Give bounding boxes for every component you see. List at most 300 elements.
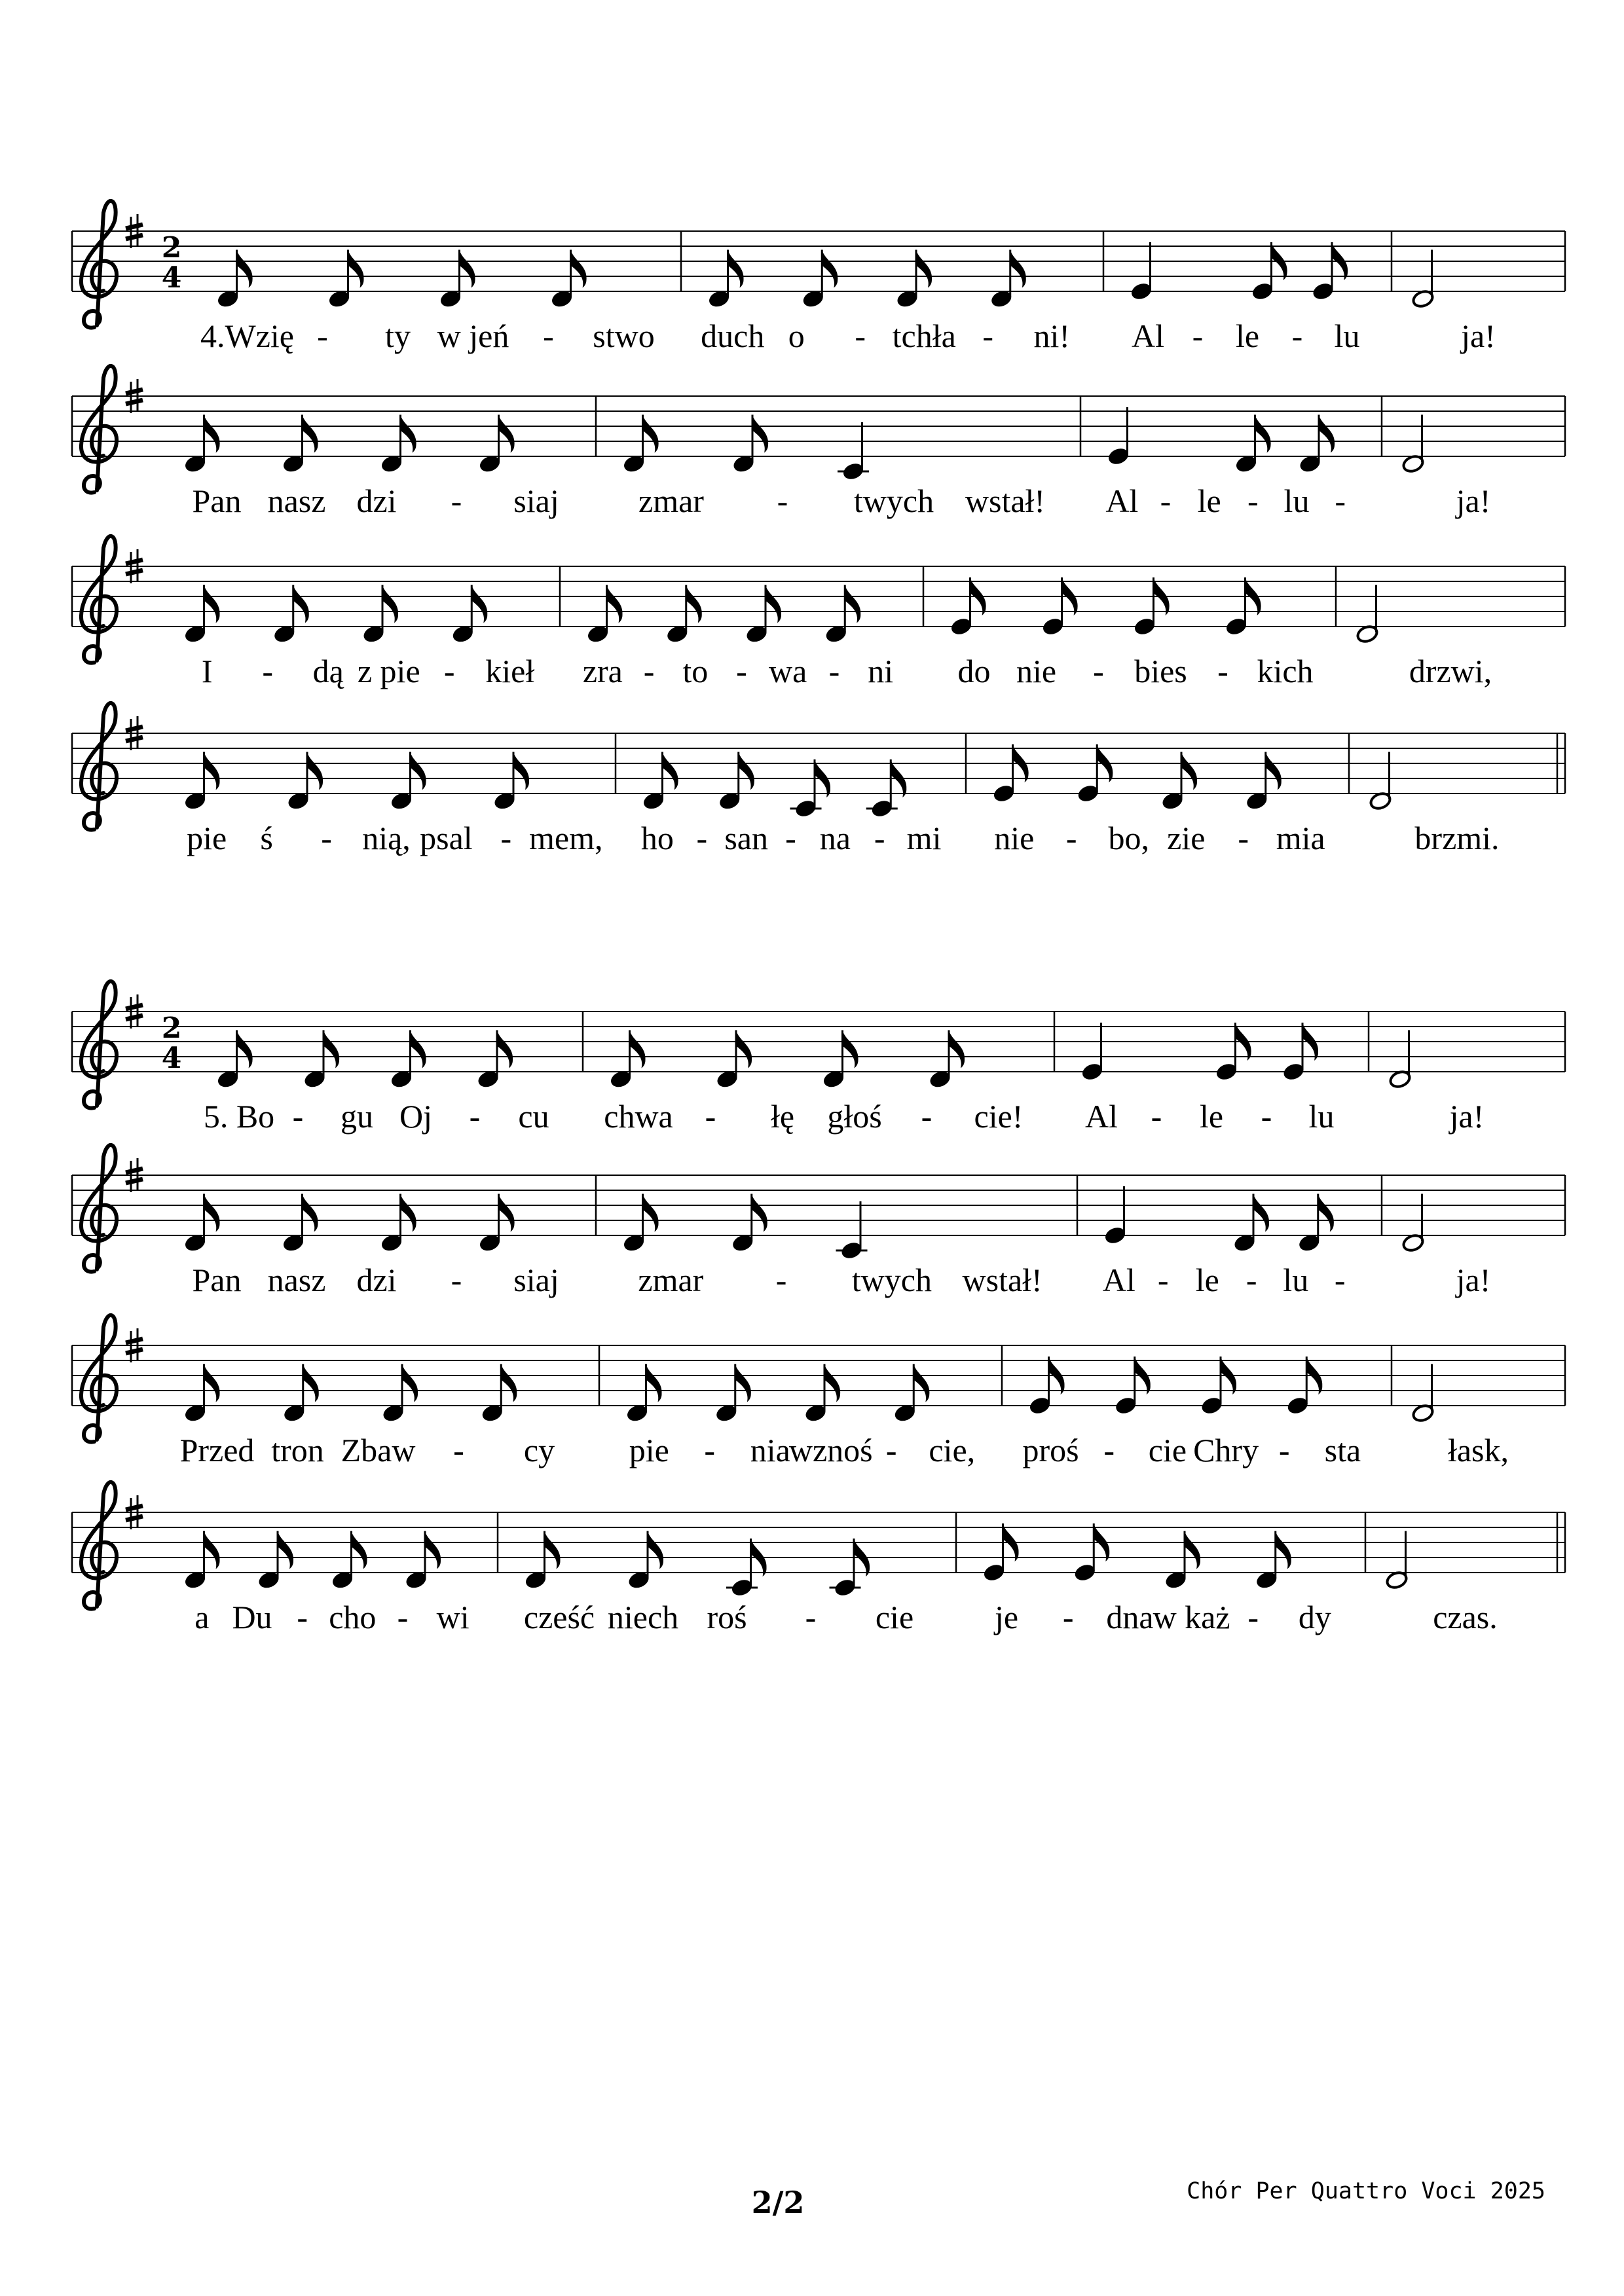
measure bbox=[950, 577, 1313, 689]
lyric-hyphen: - bbox=[292, 1098, 304, 1135]
eighth-flag-icon bbox=[303, 415, 318, 453]
staff-system bbox=[72, 981, 1565, 1135]
sharp-bar bbox=[126, 390, 143, 393]
sharp-bar bbox=[126, 1169, 143, 1173]
lyric-hyphen: - bbox=[397, 1599, 409, 1635]
lyric-syllable: 5. Bo bbox=[203, 1098, 275, 1135]
note bbox=[824, 585, 860, 644]
eighth-flag-icon bbox=[204, 752, 220, 790]
lyric-hyphen: - bbox=[1192, 318, 1204, 354]
eighth-flag-icon bbox=[411, 1030, 426, 1068]
lyric-syllable: Al bbox=[1105, 483, 1139, 519]
lyric-syllable: cie bbox=[1148, 1432, 1187, 1468]
lyric-hyphen: - bbox=[643, 653, 655, 689]
note bbox=[493, 752, 529, 811]
lyric-syllable: tchła bbox=[892, 318, 956, 354]
note bbox=[1369, 752, 1392, 811]
lyric-syllable: ja! bbox=[1456, 483, 1491, 519]
measure bbox=[1356, 585, 1492, 690]
note bbox=[1215, 1023, 1251, 1082]
note bbox=[282, 1194, 318, 1253]
eighth-flag-icon bbox=[735, 1364, 751, 1402]
note bbox=[183, 415, 219, 474]
treble-clef-icon bbox=[81, 201, 117, 328]
lyric-syllable: lu bbox=[1283, 483, 1310, 519]
lyric-syllable: Zbaw bbox=[341, 1432, 416, 1468]
eighth-flag-icon bbox=[1181, 752, 1197, 790]
lyric-hyphen: - bbox=[1103, 1432, 1115, 1468]
lyric-syllable: mi bbox=[906, 820, 942, 856]
measure bbox=[524, 1531, 913, 1636]
lyric-syllable: ni! bbox=[1033, 318, 1071, 354]
note bbox=[732, 415, 768, 474]
lyric-syllable: głoś bbox=[827, 1098, 882, 1135]
lyric-syllable: pie bbox=[629, 1432, 669, 1468]
lyric-syllable: le bbox=[1199, 1098, 1224, 1135]
lyric-syllable: Al bbox=[1102, 1262, 1135, 1298]
note bbox=[992, 744, 1028, 803]
measure bbox=[1401, 415, 1490, 520]
note bbox=[390, 752, 426, 811]
note bbox=[1233, 1194, 1269, 1253]
lyric-syllable: zra bbox=[582, 653, 623, 689]
lyric-syllable: bies bbox=[1134, 653, 1187, 689]
measure bbox=[183, 415, 559, 520]
eighth-flag-icon bbox=[643, 415, 659, 453]
eighth-flag-icon bbox=[545, 1531, 561, 1569]
eighth-flag-icon bbox=[571, 250, 587, 288]
lyric-hyphen: - bbox=[1217, 653, 1228, 689]
stanza-4 bbox=[72, 201, 1565, 856]
eighth-flag-icon bbox=[497, 1030, 513, 1068]
lyric-hyphen: - bbox=[885, 1432, 897, 1468]
measure bbox=[622, 415, 1045, 520]
lyric-syllable: ja! bbox=[1456, 1262, 1491, 1298]
note bbox=[1114, 1357, 1150, 1415]
lyric-syllable: dy bbox=[1298, 1599, 1331, 1635]
eighth-flag-icon bbox=[303, 1364, 319, 1402]
eighth-flag-icon bbox=[1253, 1194, 1269, 1232]
staff-system bbox=[72, 1145, 1565, 1298]
lyric-hyphen: - bbox=[469, 1098, 481, 1135]
lyric-syllable: nie bbox=[994, 820, 1035, 856]
note bbox=[282, 415, 318, 474]
lyric-syllable: lu bbox=[1308, 1098, 1335, 1135]
sharp-bar bbox=[126, 570, 143, 574]
lyric-hyphen: - bbox=[736, 653, 747, 689]
sharp-bar bbox=[126, 1516, 143, 1520]
lyric-hyphen: - bbox=[443, 653, 455, 689]
lyric-hyphen: - bbox=[1291, 318, 1303, 354]
note bbox=[1388, 1030, 1412, 1089]
note bbox=[183, 752, 219, 811]
lyric-syllable: twych bbox=[853, 483, 934, 519]
lyric-hyphen: - bbox=[785, 820, 796, 856]
treble-clef-icon bbox=[81, 1482, 117, 1609]
lyric-syllable: sta bbox=[1324, 1432, 1361, 1468]
lyric-hyphen: - bbox=[1246, 1262, 1257, 1298]
music-layer bbox=[72, 201, 1565, 1635]
lyric-syllable: lu bbox=[1334, 318, 1360, 354]
lyric-hyphen: - bbox=[1062, 1599, 1074, 1635]
measure bbox=[1103, 1186, 1346, 1298]
lyric-hyphen: - bbox=[453, 1432, 464, 1468]
lyric-syllable: cześć bbox=[523, 1599, 595, 1635]
note bbox=[836, 1201, 868, 1260]
sharp-bar bbox=[126, 1179, 143, 1183]
note bbox=[183, 1531, 219, 1590]
note bbox=[1130, 242, 1153, 301]
time-signature-top: 2 bbox=[161, 1011, 182, 1045]
note bbox=[287, 752, 323, 811]
note bbox=[1312, 242, 1348, 301]
note bbox=[216, 250, 252, 309]
staff-system bbox=[72, 1315, 1565, 1468]
eighth-flag-icon bbox=[278, 1531, 293, 1569]
eighth-flag-icon bbox=[303, 1194, 318, 1232]
eighth-flag-icon bbox=[1266, 752, 1282, 790]
measure bbox=[1130, 242, 1359, 354]
lyric-syllable: Przed bbox=[179, 1432, 255, 1468]
lyric-syllable: ho bbox=[640, 820, 674, 856]
lyric-syllable: 4.Wzię bbox=[200, 318, 294, 354]
lyric-syllable: proś bbox=[1022, 1432, 1079, 1468]
lyric-syllable: ja! bbox=[1449, 1098, 1485, 1135]
eighth-flag-icon bbox=[204, 415, 220, 453]
note bbox=[405, 1531, 441, 1590]
lyric-syllable: drzwi, bbox=[1409, 653, 1492, 689]
measure bbox=[1411, 1364, 1509, 1469]
lyric-syllable: siaj bbox=[513, 483, 559, 519]
sharp-bar bbox=[126, 1349, 143, 1353]
note bbox=[1282, 1023, 1318, 1082]
sharp-bar bbox=[126, 1506, 143, 1510]
note bbox=[380, 415, 416, 474]
note bbox=[1133, 577, 1169, 636]
note bbox=[982, 1523, 1018, 1582]
lyric-hyphen: - bbox=[828, 653, 840, 689]
lyric-hyphen: - bbox=[1335, 483, 1346, 519]
eighth-flag-icon bbox=[643, 1194, 659, 1232]
measure bbox=[701, 250, 1070, 355]
note bbox=[550, 250, 586, 309]
note bbox=[1041, 577, 1077, 636]
lyric-syllable: cho bbox=[329, 1599, 377, 1635]
treble-clef-icon bbox=[81, 1145, 117, 1272]
note bbox=[451, 585, 487, 644]
eighth-flag-icon bbox=[323, 1030, 339, 1068]
lyric-syllable: dzi bbox=[356, 483, 397, 519]
note bbox=[745, 585, 781, 644]
note bbox=[622, 415, 658, 474]
measure bbox=[604, 1030, 1023, 1135]
lyric-syllable: niech bbox=[607, 1599, 679, 1635]
lyric-syllable: kieł bbox=[485, 653, 535, 689]
lyric-syllable: Pan bbox=[192, 483, 242, 519]
measure bbox=[625, 1364, 975, 1469]
measure bbox=[622, 1194, 1043, 1299]
lyric-syllable: I bbox=[201, 653, 213, 689]
note bbox=[1164, 1531, 1200, 1590]
note bbox=[1251, 242, 1287, 301]
treble-clef-icon bbox=[81, 981, 117, 1108]
treble-clef-icon bbox=[81, 703, 117, 830]
lyric-syllable: czas. bbox=[1433, 1599, 1498, 1635]
eighth-flag-icon bbox=[499, 1194, 515, 1232]
lyric-syllable: Pan bbox=[192, 1262, 242, 1298]
measure bbox=[1105, 407, 1346, 519]
measure bbox=[1385, 1531, 1498, 1636]
note bbox=[331, 1531, 367, 1590]
treble-clef-icon bbox=[81, 366, 117, 493]
lyric-syllable: mem, bbox=[529, 820, 603, 856]
lyric-syllable: dna bbox=[1106, 1599, 1154, 1635]
note bbox=[257, 1531, 293, 1590]
eighth-flag-icon bbox=[204, 1194, 220, 1232]
lyric-syllable: tron bbox=[271, 1432, 324, 1468]
lyric-syllable: nia bbox=[750, 1432, 790, 1468]
note bbox=[627, 1531, 663, 1590]
lyric-syllable: zie bbox=[1167, 820, 1206, 856]
staff-system bbox=[72, 703, 1565, 856]
note bbox=[272, 585, 308, 644]
measure bbox=[183, 1194, 559, 1299]
note bbox=[1385, 1531, 1409, 1590]
measure bbox=[583, 585, 893, 690]
note bbox=[1286, 1357, 1322, 1415]
note bbox=[830, 1539, 870, 1597]
note bbox=[707, 250, 743, 309]
eighth-flag-icon bbox=[663, 752, 678, 790]
note bbox=[642, 752, 678, 811]
lyric-syllable: wi bbox=[436, 1599, 470, 1635]
note bbox=[586, 585, 622, 644]
note bbox=[1411, 250, 1435, 309]
note bbox=[1255, 1531, 1291, 1590]
lyric-syllable: je bbox=[995, 1599, 1019, 1635]
lyric-syllable: łask, bbox=[1447, 1432, 1509, 1468]
lyric-syllable: nie bbox=[1016, 653, 1057, 689]
eighth-flag-icon bbox=[843, 1030, 858, 1068]
lyric-hyphen: - bbox=[696, 820, 708, 856]
lyric-syllable: le bbox=[1235, 318, 1260, 354]
note bbox=[950, 577, 986, 636]
lyric-syllable: cie bbox=[875, 1599, 914, 1635]
lyric-hyphen: - bbox=[451, 1262, 462, 1298]
eighth-flag-icon bbox=[204, 585, 220, 623]
note bbox=[1161, 752, 1197, 811]
lyric-syllable: ni bbox=[868, 653, 894, 689]
time-signature-bottom: 4 bbox=[161, 1042, 182, 1075]
lyric-hyphen: - bbox=[705, 1098, 716, 1135]
eighth-flag-icon bbox=[824, 1364, 840, 1402]
eighth-flag-icon bbox=[728, 250, 744, 288]
eighth-flag-icon bbox=[686, 585, 702, 623]
note bbox=[1401, 415, 1425, 474]
sharp-bar bbox=[126, 235, 143, 239]
lyric-hyphen: - bbox=[1151, 1098, 1162, 1135]
eighth-flag-icon bbox=[382, 585, 398, 623]
lyric-syllable: z pie bbox=[357, 653, 420, 689]
lyric-syllable: gu bbox=[341, 1098, 373, 1135]
page-number: 2/2 bbox=[751, 2185, 805, 2220]
lyric-hyphen: - bbox=[1093, 653, 1104, 689]
measure bbox=[183, 1531, 470, 1636]
eighth-flag-icon bbox=[307, 752, 323, 790]
note bbox=[1028, 1357, 1064, 1415]
note bbox=[183, 585, 219, 644]
lyric-syllable: na bbox=[819, 820, 851, 856]
note bbox=[362, 585, 398, 644]
treble-clef-icon bbox=[81, 536, 117, 663]
eighth-flag-icon bbox=[739, 752, 754, 790]
lyric-syllable: chwa bbox=[604, 1098, 673, 1135]
lyric-syllable: wstał! bbox=[965, 483, 1046, 519]
eighth-flag-icon bbox=[822, 250, 838, 288]
note bbox=[665, 585, 701, 644]
eighth-flag-icon bbox=[204, 1531, 220, 1569]
lyric-syllable: zmar bbox=[638, 483, 704, 519]
eighth-flag-icon bbox=[513, 752, 529, 790]
note bbox=[1299, 415, 1335, 474]
lyric-hyphen: - bbox=[262, 653, 274, 689]
lyric-hyphen: - bbox=[1247, 1599, 1259, 1635]
note bbox=[866, 759, 907, 818]
lyric-syllable: to bbox=[682, 653, 709, 689]
lyric-hyphen: - bbox=[704, 1432, 716, 1468]
note bbox=[303, 1030, 339, 1089]
lyric-syllable: siaj bbox=[513, 1262, 559, 1298]
time-signature-bottom: 4 bbox=[161, 261, 182, 295]
eighth-flag-icon bbox=[752, 415, 768, 453]
eighth-flag-icon bbox=[352, 1531, 367, 1569]
eighth-flag-icon bbox=[630, 1030, 646, 1068]
eighth-flag-icon bbox=[425, 1531, 441, 1569]
lyric-syllable: stwo bbox=[593, 318, 655, 354]
lyric-hyphen: - bbox=[1261, 1098, 1272, 1135]
note bbox=[1225, 577, 1261, 636]
lyric-syllable: dzi bbox=[356, 1262, 397, 1298]
measure bbox=[1401, 1194, 1490, 1299]
lyric-syllable: kich bbox=[1257, 653, 1314, 689]
measure bbox=[180, 1364, 555, 1469]
eighth-flag-icon bbox=[752, 1194, 767, 1232]
lyric-hyphen: - bbox=[777, 483, 788, 519]
note bbox=[1080, 1023, 1104, 1082]
lyric-syllable: do bbox=[957, 653, 991, 689]
lyric-syllable: cu bbox=[518, 1098, 549, 1135]
note bbox=[382, 1364, 418, 1423]
measure bbox=[183, 585, 534, 690]
measure bbox=[183, 752, 602, 857]
note bbox=[481, 1364, 517, 1423]
note bbox=[1297, 1194, 1333, 1253]
note bbox=[183, 1194, 219, 1253]
eighth-flag-icon bbox=[401, 1194, 416, 1232]
eighth-flag-icon bbox=[736, 1030, 752, 1068]
lyric-syllable: w jeń bbox=[437, 318, 509, 354]
note bbox=[327, 250, 363, 309]
eighth-flag-icon bbox=[648, 1531, 663, 1569]
sharp-bar bbox=[126, 737, 143, 741]
lyric-syllable: wa bbox=[769, 653, 807, 689]
eighth-flag-icon bbox=[1255, 415, 1271, 453]
treble-clef-icon bbox=[81, 1315, 117, 1442]
measure bbox=[1080, 1023, 1334, 1135]
note bbox=[731, 1194, 767, 1253]
staff-system bbox=[72, 1482, 1565, 1635]
note bbox=[838, 422, 869, 481]
measure bbox=[1388, 1030, 1484, 1135]
lyric-hyphen: - bbox=[921, 1098, 932, 1135]
eighth-flag-icon bbox=[402, 1364, 418, 1402]
lyric-syllable: w każ bbox=[1153, 1599, 1230, 1635]
eighth-flag-icon bbox=[1185, 1531, 1200, 1569]
lyric-hyphen: - bbox=[1157, 1262, 1169, 1298]
measure bbox=[641, 752, 942, 857]
eighth-flag-icon bbox=[913, 1364, 929, 1402]
eighth-flag-icon bbox=[460, 250, 475, 288]
measure bbox=[992, 744, 1325, 856]
note bbox=[718, 752, 754, 811]
lyric-hyphen: - bbox=[982, 318, 994, 354]
note bbox=[989, 250, 1025, 309]
eighth-flag-icon bbox=[1319, 415, 1335, 453]
eighth-flag-icon bbox=[607, 585, 623, 623]
lyric-hyphen: - bbox=[1160, 483, 1172, 519]
eighth-flag-icon bbox=[1318, 1194, 1334, 1232]
lyric-hyphen: - bbox=[317, 318, 328, 354]
lyric-syllable: nią, bbox=[362, 820, 411, 856]
lyric-syllable: o bbox=[788, 318, 805, 354]
lyric-syllable: nasz bbox=[267, 483, 326, 519]
lyric-hyphen: - bbox=[543, 318, 554, 354]
lyric-syllable: duch bbox=[701, 318, 765, 354]
lyric-hyphen: - bbox=[1278, 1432, 1290, 1468]
lyric-hyphen: - bbox=[874, 820, 885, 856]
note bbox=[1103, 1186, 1127, 1245]
choir-credit: Chór Per Quattro Voci 2025 bbox=[1187, 2178, 1545, 2204]
lyric-syllable: nasz bbox=[267, 1262, 326, 1298]
measure bbox=[1411, 250, 1496, 355]
lyric-syllable: dą bbox=[312, 653, 344, 689]
sharp-bar bbox=[126, 1005, 143, 1009]
sharp-bar bbox=[126, 727, 143, 731]
lyric-syllable: Oj bbox=[399, 1098, 432, 1135]
eighth-flag-icon bbox=[501, 1364, 517, 1402]
measure bbox=[204, 1030, 549, 1135]
eighth-flag-icon bbox=[845, 585, 860, 623]
eighth-flag-icon bbox=[401, 415, 416, 453]
lyric-syllable: łę bbox=[770, 1098, 795, 1135]
staff-system bbox=[72, 536, 1565, 689]
note bbox=[1234, 415, 1270, 474]
note bbox=[1107, 407, 1130, 466]
eighth-flag-icon bbox=[237, 250, 253, 288]
eighth-flag-icon bbox=[916, 250, 932, 288]
lyric-syllable: Al bbox=[1085, 1098, 1118, 1135]
lyric-syllable: zmar bbox=[638, 1262, 704, 1298]
eighth-flag-icon bbox=[411, 752, 426, 790]
lyric-hyphen: - bbox=[1238, 820, 1249, 856]
note bbox=[282, 1364, 318, 1423]
note bbox=[478, 1194, 514, 1253]
note bbox=[609, 1030, 645, 1089]
note bbox=[478, 415, 514, 474]
lyric-syllable: ś bbox=[260, 820, 273, 856]
eighth-flag-icon bbox=[348, 250, 364, 288]
lyric-syllable: pie bbox=[187, 820, 227, 856]
